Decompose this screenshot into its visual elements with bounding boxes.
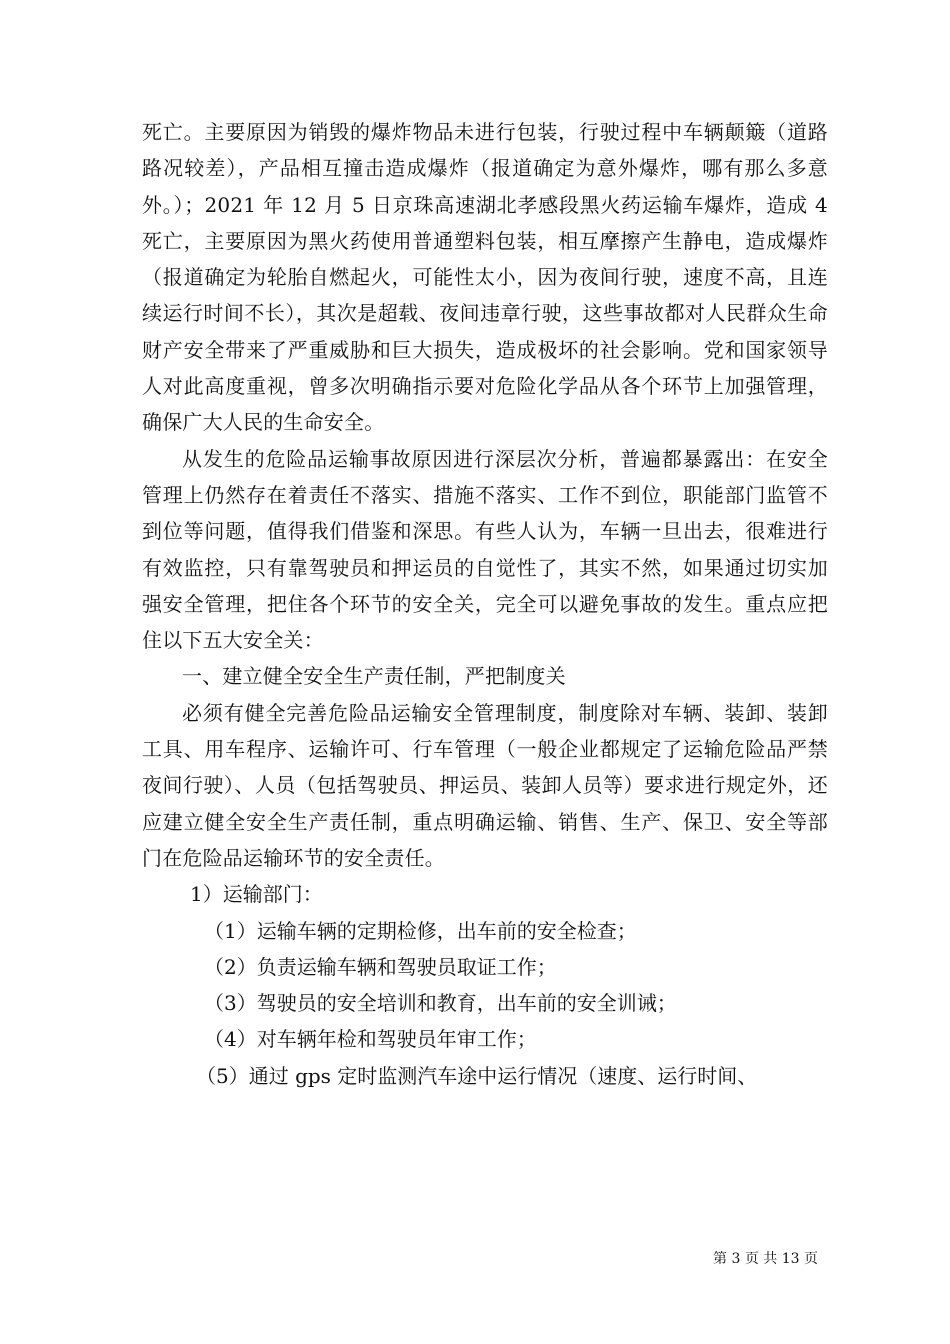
section-heading-responsibility: 一、建立健全安全生产责任制，严把制度关 (182, 664, 566, 689)
paragraph-regulations: 必须有健全完善危险品运输安全管理制度，制度除对车辆、装卸、装卸工具、用车程序、运输许可、行车管理（一般企业都规定了运输危险品严禁夜间行驶）、人员（包括驾驶员、押运员、装卸人员等）要求进行规定外，还应建立健全安全生产责任制，重点明确运输、销售、生产、保卫、安全等部门在危险品运输环节的安全责任。 (142, 700, 828, 870)
list-item: （4）对车辆年检和驾驶员年审工作； (204, 1027, 537, 1052)
list-item: （5）通过 gps 定时监测汽车途中运行情况（速度、运行时间、 (196, 1063, 758, 1088)
list-item: （2）负责运输车辆和驾驶员取证工作； (204, 954, 557, 979)
paragraph-accident-causes: 死亡。主要原因为销毁的爆炸物品未进行包装，行驶过程中车辆颠簸（道路路况较差），产品相互撞击造成爆炸（报道确定为意外爆炸，哪有那么多意外。）；2021 年 12 月 5 日京珠高速湖北孝感段黑火药运输车爆炸，造成 4 死亡，主要原因为黑火药使用普通塑料包装，相互摩擦产生静电，造成爆炸（报道确定为轮胎自燃起火，可能性太小，因为夜间行驶，速度不高，且连续运行时间不长），其次是超载、夜间违章行驶，这些事故都对人民群众生命财产安全带来了严重威胁和巨大损失，造成极坏的社会影响。党和国家领导人对此高度重视，曾多次明确指示要对危险化学品从各个环节上加强管理，确保广大人民的生命安全。 (142, 120, 828, 435)
subheading-transport-department: 1）运输部门： (190, 882, 323, 907)
document-body (142, 114, 828, 1094)
paragraph-analysis: 从发生的危险品运输事故原因进行深层次分析，普遍都暴露出：在安全管理上仍然存在着责任不落实、措施不落实、工作不到位，职能部门监管不到位等问题，值得我们借鉴和深思。有些人认为，车辆一旦出去，很难进行有效监控，只有靠驾驶员和押运员的自觉性了，其实不然，如果通过切实加强安全管理，把住各个环节的安全关，完全可以避免事故的发生。重点应把住以下五大安全关： (142, 446, 828, 653)
page-number-footer: 第 3 页 共 13 页 (713, 1251, 818, 1267)
list-item: （3）驾驶员的安全培训和教育，出车前的安全训诫； (204, 991, 677, 1016)
list-item: （1）运输车辆的定期检修，出车前的安全检查； (204, 918, 637, 943)
